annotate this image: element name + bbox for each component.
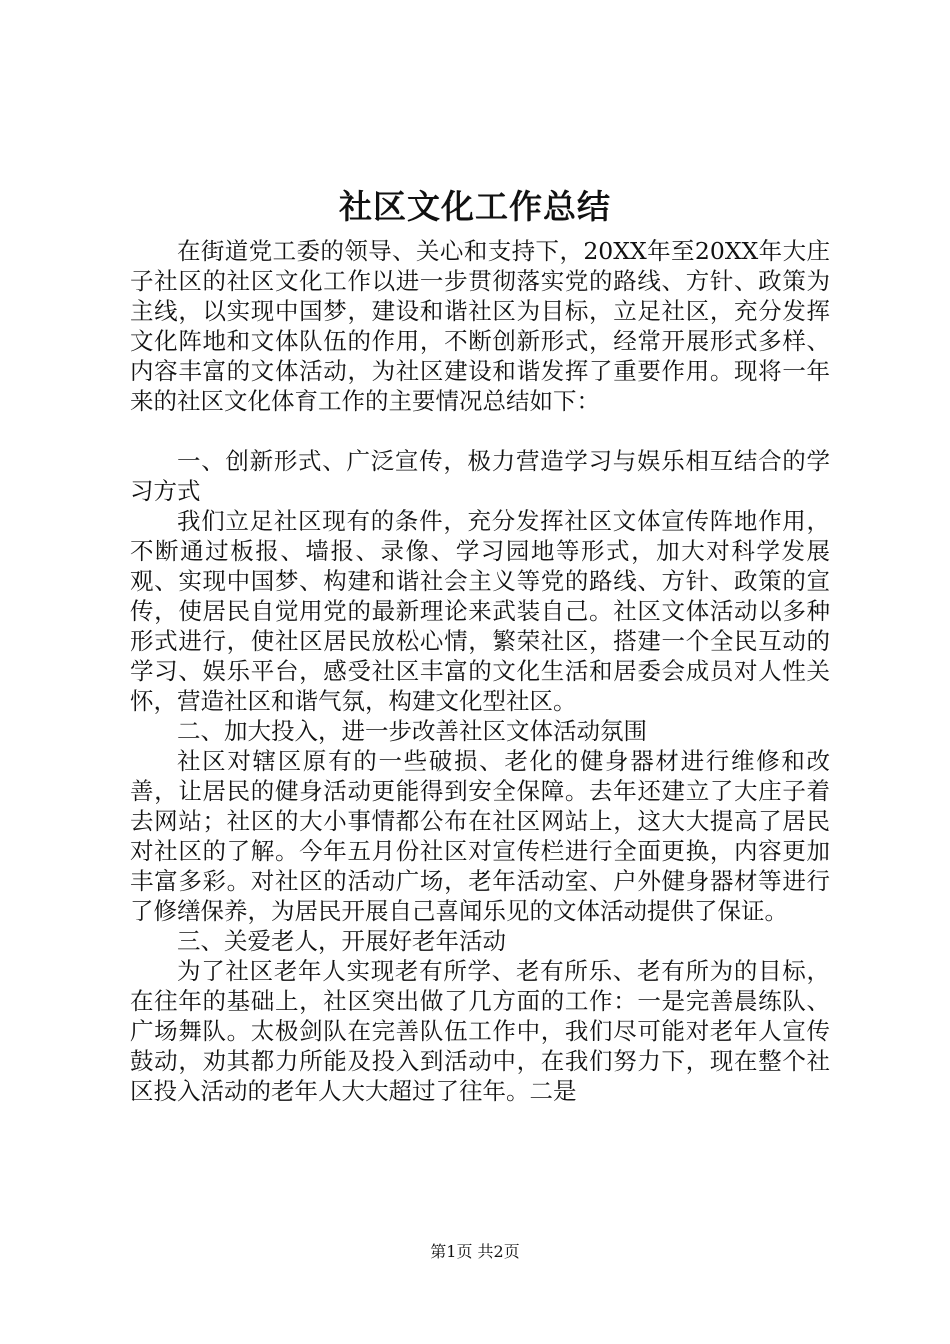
intro-paragraph: 在街道党工委的领导、关心和支持下，20XX年至20XX年大庄子社区的社区文化工作以进一步贯彻落实党的路线、方针、政策为主线，以实现中国梦，建设和谐社区为目标，立足社区，充分发挥文化阵地和文体队伍的作用，不断创新形式，经常开展形式多样、内容丰富的文体活动，为社区建设和谐发挥了重要作用。现将一年来的社区文化体育工作的主要情况总结如下： [130, 237, 830, 415]
section-heading-3: 三、关爱老人，开展好老年活动 [177, 927, 506, 955]
document-body [130, 236, 830, 1106]
paragraph-spacer [130, 416, 830, 446]
section-body-2: 社区对辖区原有的一些破损、老化的健身器材进行维修和改善，让居民的健身活动更能得到安全保障。去年还建立了大庄子着去网站；社区的大小事情都公布在社区网站上，这大大提高了居民对社区的了解。今年五月份社区对宣传栏进行全面更换，内容更加丰富多彩。对社区的活动广场，老年活动室、户外健身器材等进行了修缮保养，为居民开展自己喜闻乐见的文体活动提供了保证。 [130, 747, 830, 925]
section-heading-1: 一、创新形式、广泛宣传，极力营造学习与娱乐相互结合的学习方式 [130, 447, 830, 505]
section-body-3: 为了社区老年人实现老有所学、老有所乐、老有所为的目标，在往年的基础上，社区突出做了几方面的工作：一是完善晨练队、广场舞队。太极剑队在完善队伍工作中，我们尽可能对老年人宣传鼓动，劝其都力所能及投入到活动中，在我们努力下，现在整个社区投入活动的老年人大大超过了往年。二是 [130, 957, 830, 1105]
section-body-1: 我们立足社区现有的条件，充分发挥社区文体宣传阵地作用，不断通过板报、墙报、录像、学习园地等形式，加大对科学发展观、实现中国梦、构建和谐社会主义等党的路线、方针、政策的宣传，使居民自觉用党的最新理论来武装自己。社区文体活动以多种形式进行，使社区居民放松心情，繁荣社区，搭建一个全民互动的学习、娱乐平台，感受社区丰富的文化生活和居委会成员对人性关怀，营造社区和谐气氛，构建文化型社区。 [130, 507, 830, 715]
document-title: 社区文化工作总结 [339, 187, 611, 226]
section-heading-2: 二、加大投入，进一步改善社区文体活动氛围 [177, 717, 647, 745]
page-number-footer: 第1页 共2页 [430, 1242, 520, 1261]
